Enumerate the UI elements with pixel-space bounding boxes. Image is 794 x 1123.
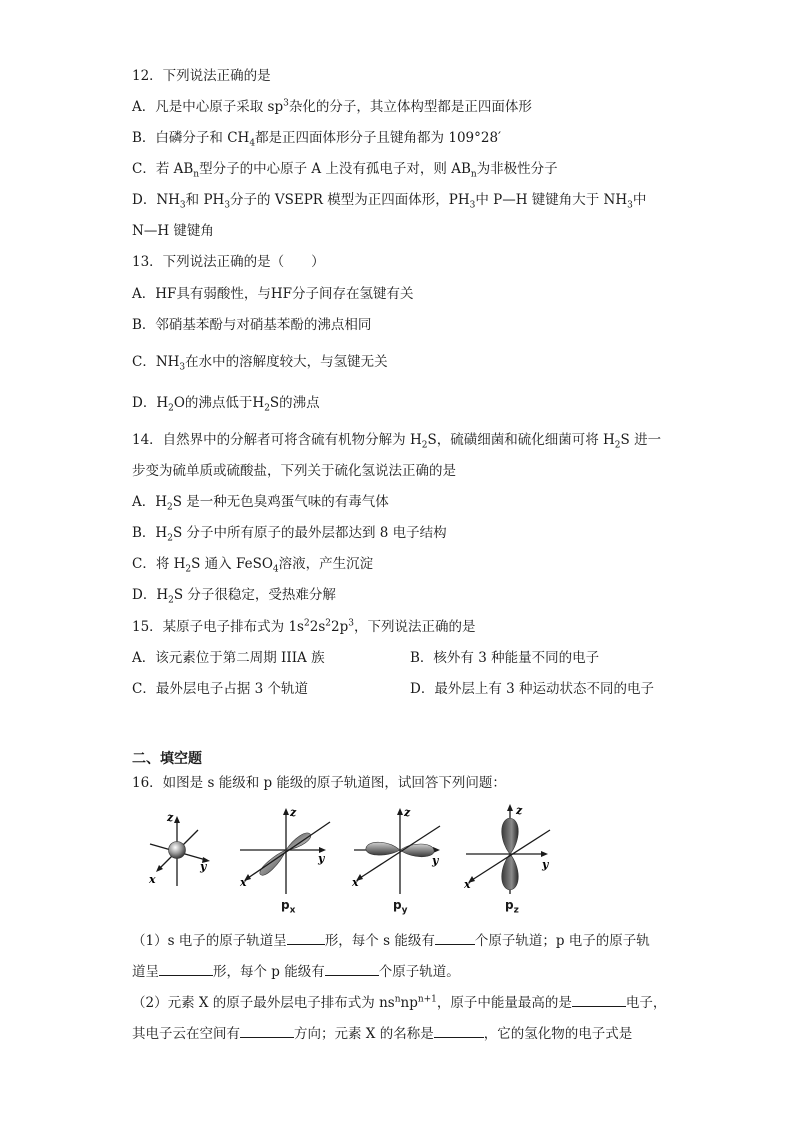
- py-orbital-figure: [348, 802, 448, 898]
- q14-option-b: B．$H_2S$ 分子中所有原子的最外层都达到 8 电子结构: [132, 525, 447, 544]
- q15-stem: 15．某原子电子排布式为 $1s^22s^22p^3$，下列说法正确的是: [132, 618, 476, 635]
- blank-p-shape[interactable]: [159, 961, 213, 976]
- pz-label: $p_z$: [505, 898, 519, 916]
- q16-stem: 16．如图是 s 能级和 p 能级的原子轨道图，试回答下列问题：: [132, 775, 506, 791]
- pz-axis-x: x: [464, 878, 471, 891]
- q13-option-b: B．邻硝基苯酚与对硝基苯酚的沸点相同: [132, 317, 372, 333]
- q12-option-d: D．$NH_3$和 $PH_3$分子的 VSEPR 模型为正四面体形，$PH_3$中 P—H 键键角大于 $NH_3$中: [132, 192, 647, 211]
- q12-option-c: C．若 $AB_n$型分子的中心原子 A 上没有孤电子对，则 $AB_n$为非极性分子: [132, 161, 558, 180]
- blank-p-count[interactable]: [325, 961, 379, 976]
- pz-axis-y: y: [542, 858, 549, 871]
- q16-part1-line2: 道呈 形，每个 p 能级有 个原子轨道。: [132, 961, 460, 982]
- py-axis-y: y: [432, 854, 439, 867]
- py-axis-x: x: [352, 876, 359, 889]
- blank-element-name[interactable]: [434, 1023, 484, 1038]
- s-orbital-figure: [140, 806, 216, 892]
- q14-option-d: D．$H_2S$ 分子很稳定，受热难分解: [132, 587, 336, 606]
- q14-option-a: A．$H_2S$ 是一种无色臭鸡蛋气味的有毒气体: [132, 494, 389, 513]
- q12-option-a: A．凡是中心原子采取 $sp^3$杂化的分子，其立体构型都是正四面体形: [132, 98, 532, 115]
- q16-part1-line1: （1）s 电子的原子轨道呈 形，每个 s 能级有 个原子轨道；p 电子的原子轨: [132, 930, 650, 951]
- q13-stem: 13．下列说法正确的是（ ）: [132, 254, 325, 270]
- blank-s-count[interactable]: [435, 930, 475, 945]
- section-title: 二、填空题: [132, 751, 202, 767]
- pz-orbital-figure: [460, 802, 560, 898]
- q14-stem-line1: 14．自然界中的分解者可将含硫有机物分解为 $H_2S$，硫磺细菌和硫化细菌可将 $H_2S$ 进一: [132, 432, 662, 451]
- q13-option-d: D．$H_2O$的沸点低于$H_2S$的沸点: [132, 395, 320, 414]
- q13-option-a: A．HF具有弱酸性，与HF分子间存在氢键有关: [132, 286, 414, 302]
- q12-option-b: B．白磷分子和 $CH_4$都是正四面体形分子且键角都为 109°28′: [132, 130, 502, 149]
- q16-part2-line1: （2）元素 X 的原子最外层电子排布式为 $ns^nnp^{n+1}$，原子中能量最高的是 电子，: [132, 992, 666, 1013]
- blank-highest-energy[interactable]: [572, 992, 626, 1007]
- q15-option-d: D．最外层上有 3 种运动状态不同的电子: [410, 681, 654, 697]
- s-axis-x: x: [149, 873, 156, 886]
- py-label: $p_y$: [393, 898, 408, 916]
- s-axis-z: z: [167, 811, 174, 824]
- q12-stem: 12．下列说法正确的是: [132, 68, 271, 84]
- blank-direction[interactable]: [240, 1023, 294, 1038]
- q15-option-a: A．该元素位于第二周期 IIIA 族: [132, 650, 325, 666]
- px-orbital-figure: [236, 802, 336, 898]
- s-axis-y: y: [200, 860, 207, 873]
- q15-option-b: B．核外有 3 种能量不同的电子: [410, 650, 600, 666]
- px-axis-z: z: [290, 806, 297, 819]
- q14-stem-line2: 步变为硫单质或硫酸盐，下列关于硫化氢说法正确的是: [132, 463, 456, 479]
- py-axis-z: z: [404, 806, 411, 819]
- q14-option-c: C．将 $H_2S$ 通入 FeSO$_4$溶液，产生沉淀: [132, 556, 374, 575]
- px-axis-x: x: [240, 876, 247, 889]
- q12-option-d-cont: N—H 键键角: [132, 223, 214, 239]
- q15-option-c: C．最外层电子占据 3 个轨道: [132, 681, 309, 697]
- blank-s-shape[interactable]: [287, 930, 325, 945]
- q13-option-c: C．$NH_3$在水中的溶解度较大，与氢键无关: [132, 354, 388, 373]
- px-label: $p_x$: [281, 898, 296, 916]
- pz-axis-z: z: [516, 804, 523, 817]
- q16-part2-line2: 其电子云在空间有 方向；元素 X 的名称是 ，它的氢化物的电子式是: [132, 1023, 632, 1044]
- px-axis-y: y: [318, 852, 325, 865]
